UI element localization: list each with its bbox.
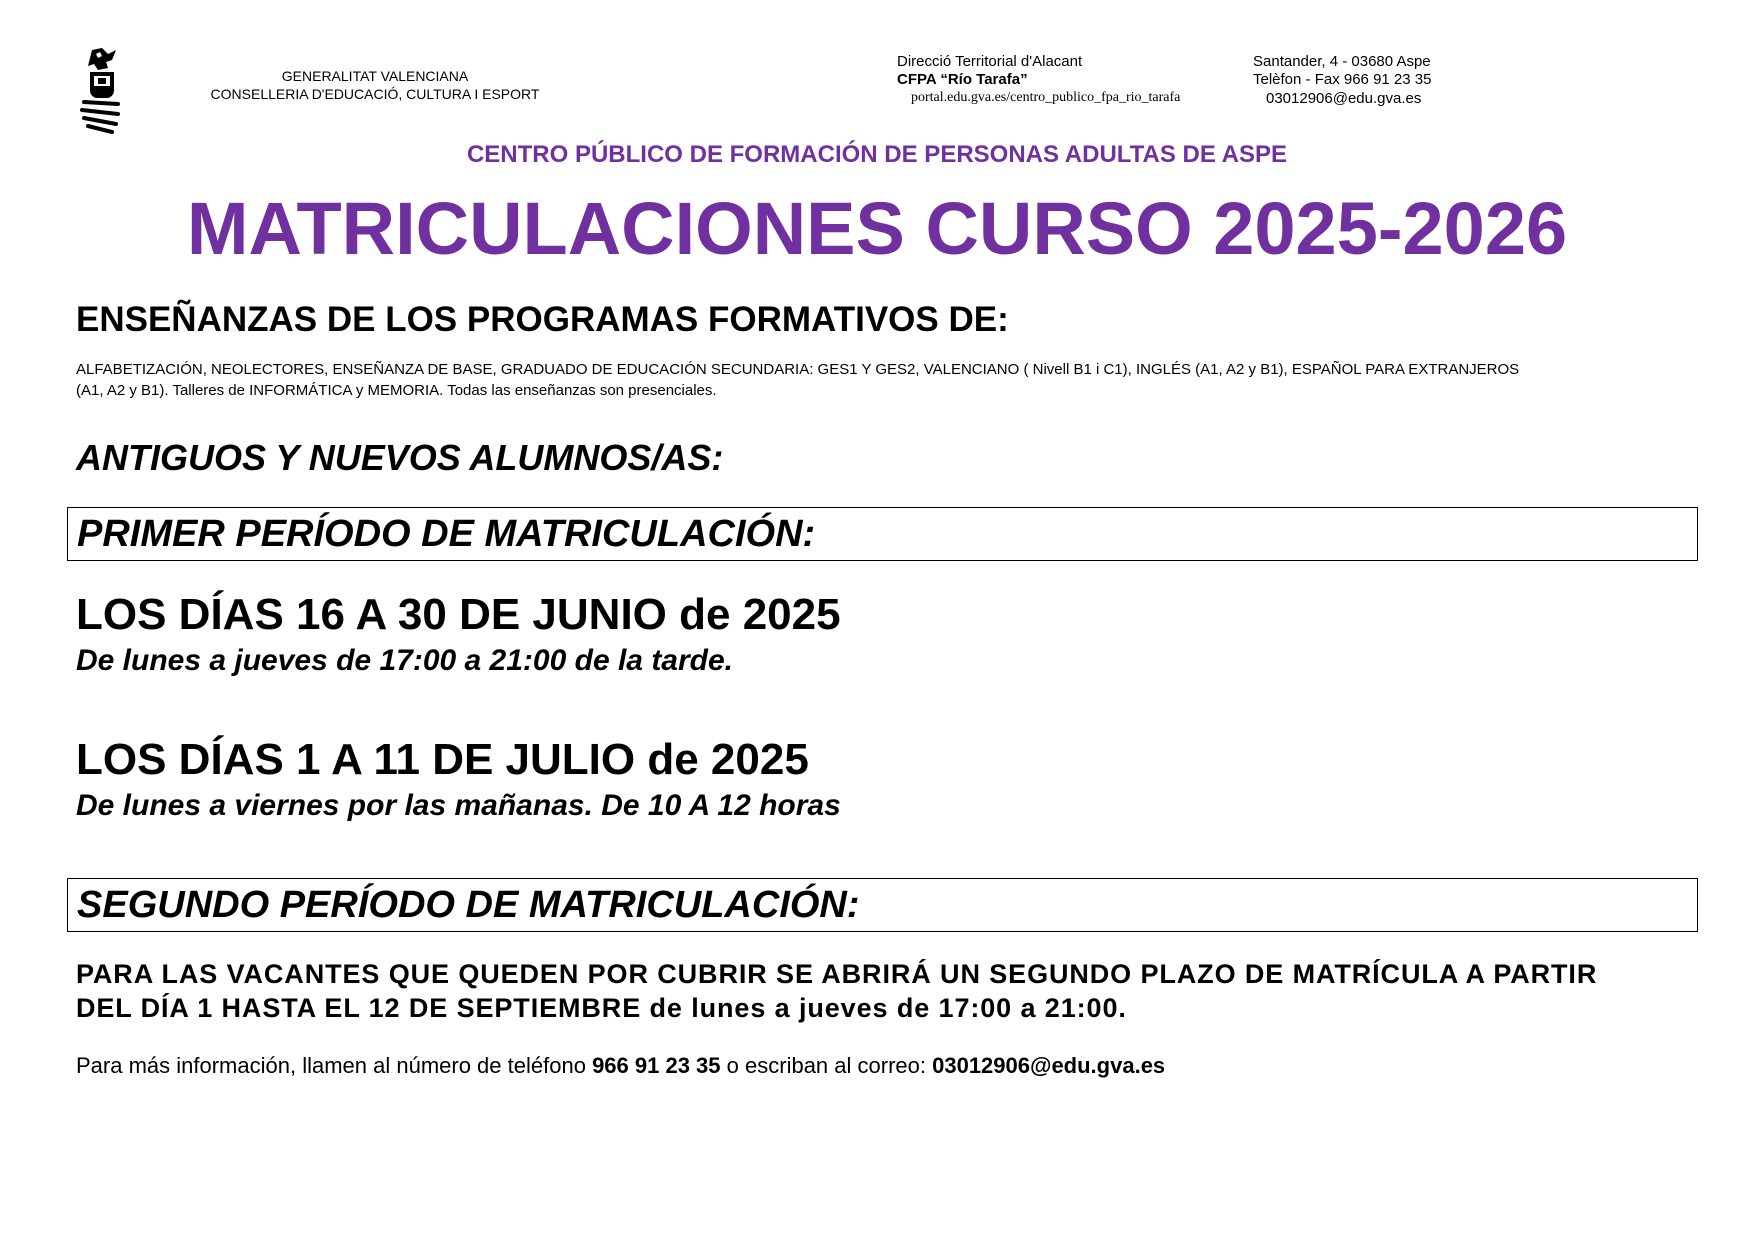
org-name: GENERALITAT VALENCIANA [281,68,469,84]
second-period-text-line1: PARA LAS VACANTES QUE QUEDEN POR CUBRIR SE ABRIRÁ UN SEGUNDO PLAZO DE MATRÍCULA A PARTIR [76,959,1598,989]
second-period-heading: SEGUNDO PERÍODO DE MATRICULACIÓN: [77,884,860,926]
programs-list-line2: (A1, A2 y B1). Talleres de INFORMÁTICA y MEMORIA. Todas las enseñanzas son presenciales. [76,382,717,399]
first-period-heading: PRIMER PERÍODO DE MATRICULACIÓN: [77,513,816,555]
first-period-box [67,507,1698,561]
contact-line [76,1053,1165,1079]
contact-middle: o escriban al correo: [726,1053,926,1078]
center-phone: Telèfon - Fax 966 91 23 35 [1253,71,1432,88]
june-dates: LOS DÍAS 16 A 30 DE JUNIO de 2025 [76,590,841,639]
contact-prefix: Para más información, llamen al número de teléfono [76,1053,586,1078]
july-dates: LOS DÍAS 1 A 11 DE JULIO de 2025 [76,735,809,784]
org-department: CONSELLERIA D'EDUCACIÓ, CULTURA I ESPORT [210,86,540,102]
programs-heading: ENSEÑANZAS DE LOS PROGRAMAS FORMATIVOS DE: [76,300,1009,339]
generalitat-logo-icon [78,46,128,134]
students-heading: ANTIGUOS Y NUEVOS ALUMNOS/AS: [76,437,724,478]
contact-email[interactable]: 03012906@edu.gva.es [932,1053,1166,1078]
second-period-box [67,878,1698,932]
second-period-text-line2: DEL DÍA 1 HASTA EL 12 DE SEPTIEMBRE de lunes a jueves de 17:00 a 21:00. [76,993,1127,1023]
center-address: Santander, 4 - 03680 Aspe [1253,53,1431,70]
july-hours: De lunes a viernes por las mañanas. De 10 A 12 horas [76,789,841,822]
portal-link[interactable]: portal.edu.gva.es/centro_publico_fpa_rio_tarafa [911,90,1181,105]
programs-list-line1: ALFABETIZACIÓN, NEOLECTORES, ENSEÑANZA DE BASE, GRADUADO DE EDUCACIÓN SECUNDARIA: GES1 Y GES2, VALENCIANO ( Nivell B1 i C1), INGLÉS (A1, A2 y B1), ESPAÑOL PARA EXTRANJEROS [76,361,1520,378]
territorial-direction: Direcció Territorial d'Alacant [897,53,1083,70]
page-title: MATRICULACIONES CURSO 2025-2026 [186,187,1568,270]
june-hours: De lunes a jueves de 17:00 a 21:00 de la tarde. [76,644,734,677]
center-subtitle: CENTRO PÚBLICO DE FORMACIÓN DE PERSONAS ADULTAS DE ASPE [466,141,1288,168]
center-email[interactable]: 03012906@edu.gva.es [1266,90,1422,107]
center-name: CFPA “Río Tarafa” [897,71,1028,88]
contact-phone[interactable]: 966 91 23 35 [592,1053,721,1078]
